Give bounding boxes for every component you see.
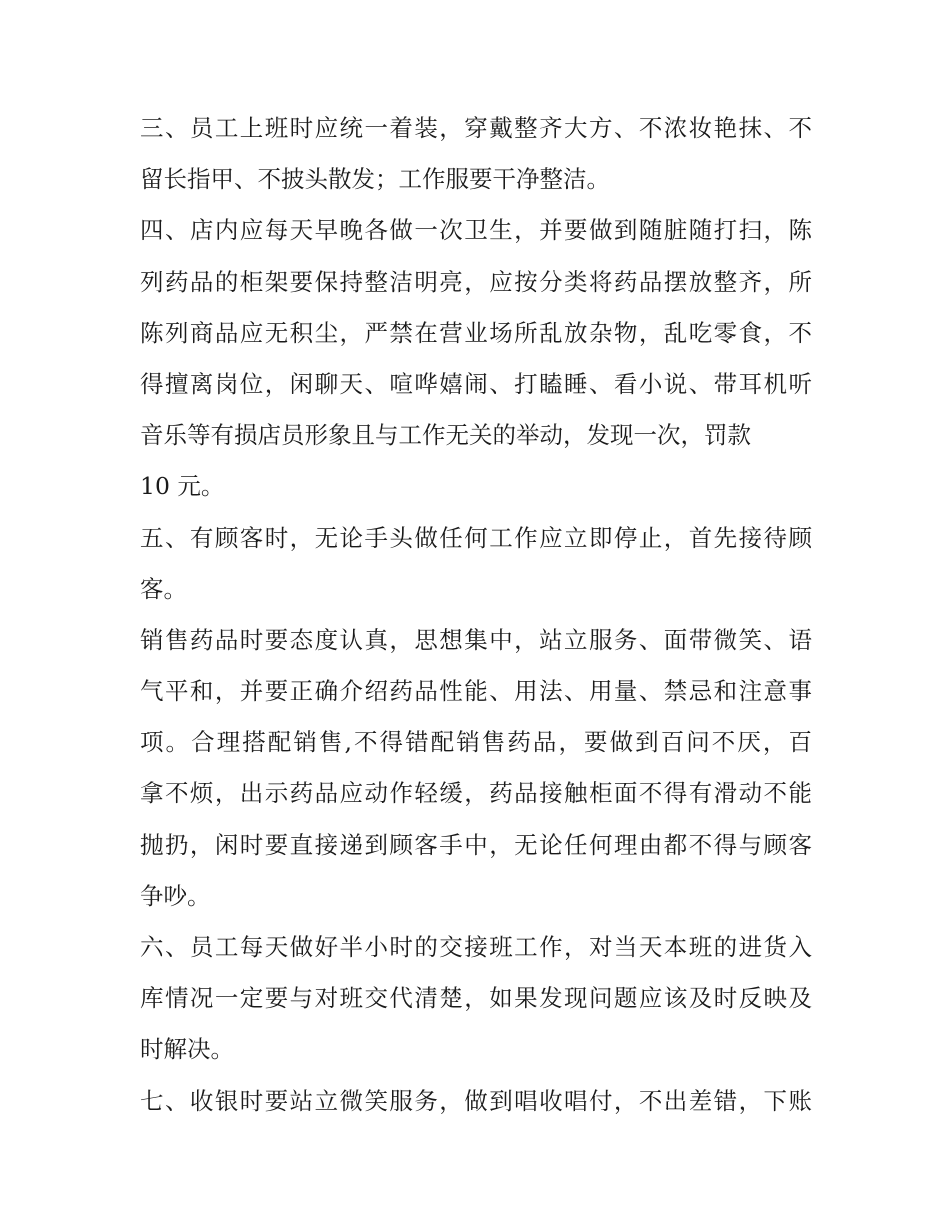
text-line: 气平和，并要正确介绍药品性能、用法、用量、禁忌和注意事 bbox=[140, 677, 812, 706]
text-line: 客。 bbox=[140, 574, 187, 603]
text-line: 音乐等有损店员形象且与工作无关的举动，发现一次，罚款 bbox=[140, 421, 751, 450]
text-line: 陈列商品应无积尘，严禁在营业场所乱放杂物，乱吃零食，不 bbox=[140, 318, 812, 347]
text-line: 七、收银时要站立微笑服务，做到唱收唱付，不出差错，下账 bbox=[140, 1086, 812, 1115]
text-line: 10 元。 bbox=[140, 472, 225, 501]
text-line: 三、员工上班时应统一着装，穿戴整齐大方、不浓妆艳抹、不 bbox=[140, 114, 812, 142]
text-line: 销售药品时要态度认真，思想集中，站立服务、面带微笑、语 bbox=[140, 625, 812, 654]
text-line: 抛扔，闲时要直接递到顾客手中，无论任何理由都不得与顾客 bbox=[140, 830, 812, 859]
text-line: 争吵。 bbox=[140, 881, 211, 910]
text-line: 得擅离岗位，闲聊天、喧哗嬉闹、打瞌睡、看小说、带耳机听 bbox=[140, 369, 812, 398]
text-line: 留长指甲、不披头散发；工作服要干净整洁。 bbox=[140, 165, 610, 194]
text-line: 列药品的柜架要保持整洁明亮，应按分类将药品摆放整齐，所 bbox=[140, 267, 812, 296]
text-line: 五、有顾客时，无论手头做任何工作应立即停止，首先接待顾 bbox=[140, 523, 812, 552]
text-line: 库情况一定要与对班交代清楚，如果发现问题应该及时反映及 bbox=[140, 984, 812, 1013]
text-line: 六、员工每天做好半小时的交接班工作，对当天本班的进货入 bbox=[140, 933, 812, 961]
text-line: 项。合理搭配销售,不得错配销售药品，要做到百问不厌，百 bbox=[140, 728, 812, 757]
text-line: 拿不烦，出示药品应动作轻缓，药品接触柜面不得有滑动不能 bbox=[140, 779, 812, 808]
document-body bbox=[140, 103, 812, 1127]
text-line: 时解决。 bbox=[140, 1035, 234, 1064]
text-line: 四、店内应每天早晚各做一次卫生，并要做到随脏随打扫，陈 bbox=[140, 216, 812, 245]
